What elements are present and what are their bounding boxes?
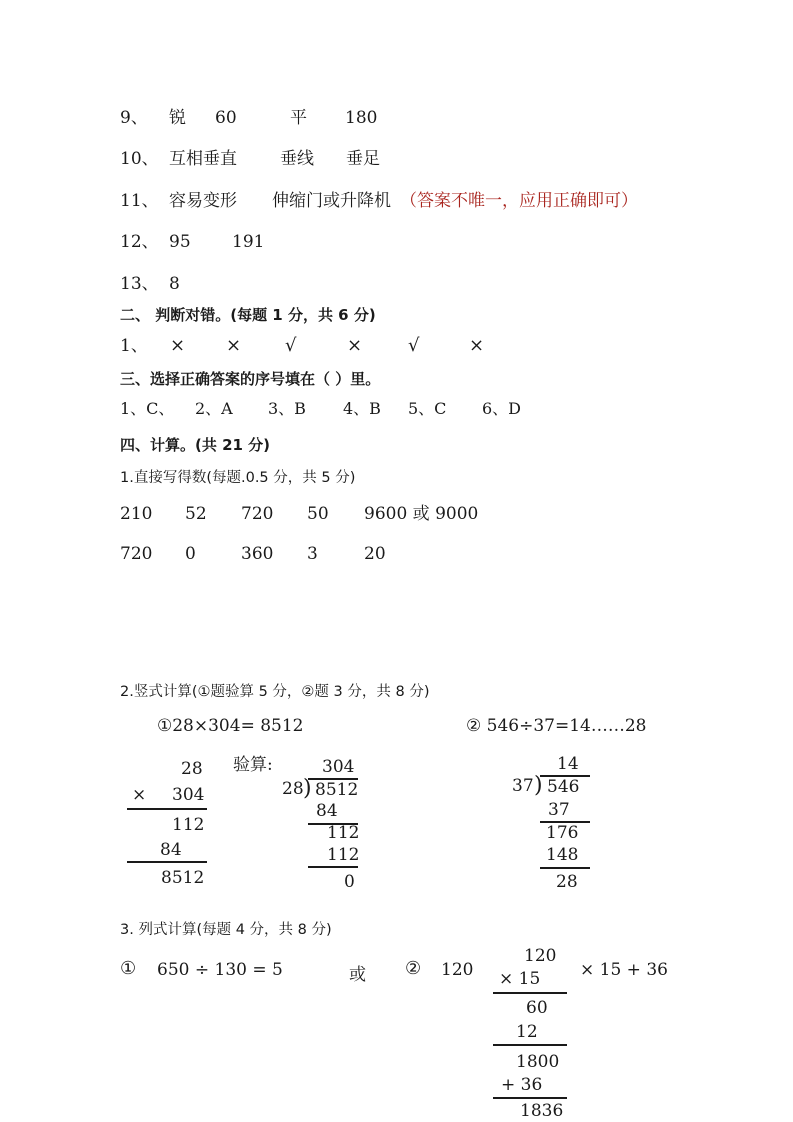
multiplier: × 15 <box>499 969 541 989</box>
quotient: 14 <box>557 754 579 774</box>
section-3-answers <box>120 398 540 420</box>
partial-product: 112 <box>172 815 205 835</box>
choice-answer: 4、B <box>343 399 381 418</box>
answer-text: 垂线 <box>280 149 314 169</box>
direct-answer: 3 <box>307 544 318 564</box>
answer-number: 10、 <box>120 149 159 169</box>
addend: + 36 <box>501 1075 543 1095</box>
direct-answer: 210 <box>120 504 153 524</box>
choice-answer: 2、A <box>195 399 233 418</box>
answer-text: 8 <box>169 274 180 294</box>
equation-3: 650 ÷ 130 = 5 <box>157 960 283 980</box>
times-sign: × <box>132 785 147 805</box>
product: 8512 <box>161 868 205 888</box>
multiplier: 304 <box>172 785 205 805</box>
part-2-title: 2.竖式计算(①题验算 5 分，②题 3 分，共 8 分) <box>120 684 430 700</box>
choice-answer: 6、D <box>482 399 522 418</box>
rule <box>308 866 358 868</box>
equation-2: ② 546÷37=14……28 <box>466 716 647 736</box>
subtrahend: 112 <box>327 845 360 865</box>
dividend: 8512 <box>315 780 359 800</box>
direct-answer: 50 <box>307 504 329 524</box>
choice-answer: 5、C <box>408 399 447 418</box>
cross-mark: × <box>469 335 485 356</box>
remainder: 0 <box>344 872 355 892</box>
choice-answer: 3、B <box>268 399 306 418</box>
part-1-title: 1.直接写得数(每题.0.5 分，共 5 分) <box>120 470 356 486</box>
rule <box>127 861 207 863</box>
partial-product: 84 <box>160 840 182 860</box>
answer-number: 11、 <box>120 191 159 211</box>
multiplicand: 120 <box>524 946 557 966</box>
answer-text: 容易变形 <box>169 191 237 211</box>
direct-answers-row-2 <box>120 543 520 565</box>
answer-13 <box>120 273 320 295</box>
answer-text: 95 <box>169 232 191 252</box>
cross-mark: × <box>170 335 186 356</box>
section-4-title: 四、计算。(共 21 分) <box>120 436 271 454</box>
divisor: 28 <box>282 779 304 799</box>
multiplicand: 28 <box>181 759 203 779</box>
answer-number: 12、 <box>120 232 159 252</box>
product: 1800 <box>516 1052 560 1072</box>
equation-4-start: 120 <box>441 960 474 980</box>
direct-answer: 9600 或 9000 <box>364 504 479 524</box>
divisor: 37 <box>512 776 534 796</box>
answer-12 <box>120 231 420 253</box>
direct-answer: 0 <box>185 544 196 564</box>
answer-text: 垂足 <box>346 149 380 169</box>
subtrahend: 84 <box>316 801 338 821</box>
section-2-title: 二、 判断对错。(每题 1 分，共 6 分) <box>120 306 376 324</box>
section-2-answers <box>120 335 520 357</box>
choice-answer: 1、C、 <box>120 399 175 418</box>
answer-text: 191 <box>232 232 265 252</box>
rule <box>540 867 590 869</box>
equation-1: ①28×304= 8512 <box>157 716 304 736</box>
direct-answer: 20 <box>364 544 386 564</box>
answer-note: （答案不唯一，应用正确即可） <box>400 191 638 211</box>
answer-text: 伸缩门或升降机 <box>272 191 391 211</box>
direct-answer: 360 <box>241 544 274 564</box>
direct-answer: 720 <box>120 544 153 564</box>
rule <box>493 992 567 994</box>
rule <box>127 808 207 810</box>
answer-text: 180 <box>345 108 378 128</box>
check-mark: √ <box>285 335 297 356</box>
quotient: 304 <box>322 757 355 777</box>
direct-answer: 720 <box>241 504 274 524</box>
check-mark: √ <box>408 335 420 356</box>
part-3-title: 3. 列式计算(每题 4 分，共 8 分) <box>120 922 332 938</box>
answer-number: 13、 <box>120 274 159 294</box>
partial-product: 12 <box>516 1022 538 1042</box>
division-bracket: ) <box>534 773 543 798</box>
answer-text: 锐 <box>169 108 186 128</box>
cross-mark: × <box>226 335 242 356</box>
partial-product: 60 <box>526 998 548 1018</box>
rule <box>493 1097 567 1099</box>
answer-11 <box>120 190 680 212</box>
rule <box>493 1044 567 1046</box>
remainder: 112 <box>327 823 360 843</box>
answer-number: 9、 <box>120 108 148 128</box>
cross-mark: × <box>347 335 363 356</box>
answer-text: 互相垂直 <box>169 149 237 169</box>
remainder: 28 <box>556 872 578 892</box>
division-bracket: ) <box>303 776 312 801</box>
or-label: 或 <box>349 965 366 985</box>
answer-9 <box>120 107 520 129</box>
subtrahend: 148 <box>546 845 579 865</box>
dividend: 546 <box>547 777 580 797</box>
answer-10 <box>120 148 520 170</box>
answer-text: 平 <box>290 108 307 128</box>
circle-number-2: ② <box>405 958 422 979</box>
direct-answers-row-1 <box>120 503 520 525</box>
circle-number-1: ① <box>120 958 137 979</box>
answer-number: 1、 <box>120 336 148 356</box>
answer-text: 60 <box>215 108 237 128</box>
final-result: 1836 <box>520 1101 564 1121</box>
equation-4-end: × 15 + 36 <box>580 960 668 980</box>
check-label: 验算: <box>233 755 273 775</box>
section-3-title: 三、选择正确答案的序号填在（ ）里。 <box>120 370 381 388</box>
remainder: 176 <box>546 823 579 843</box>
subtrahend: 37 <box>548 800 570 820</box>
direct-answer: 52 <box>185 504 207 524</box>
